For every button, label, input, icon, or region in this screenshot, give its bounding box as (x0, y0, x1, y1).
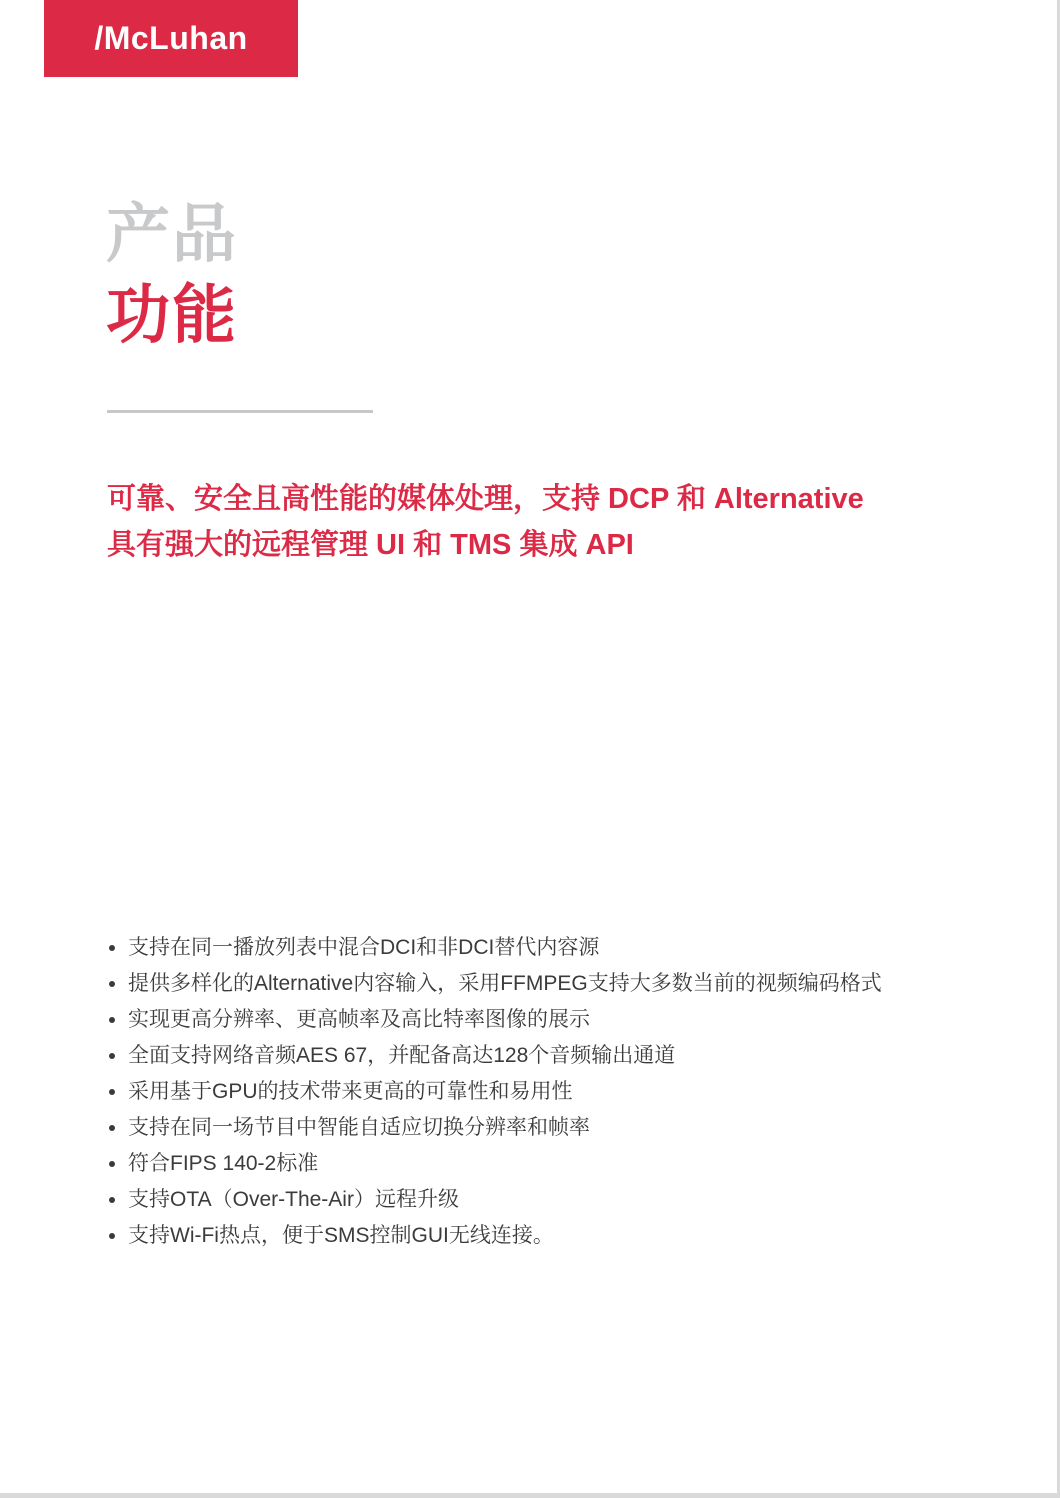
subtitle-line-1: 可靠、安全且高性能的媒体处理，支持 DCP 和 Alternative (107, 483, 864, 515)
list-item (107, 1222, 937, 1250)
list-item (107, 934, 937, 962)
bullet-dot-icon (109, 981, 115, 987)
feature-text: 提供多样化的Alternative内容输入，采用FFMPEG支持大多数当前的视频编码格式 (128, 972, 882, 995)
list-item (107, 1150, 937, 1178)
list-item (107, 1114, 937, 1142)
page-title-line-1: 产品 (106, 198, 238, 270)
feature-text: 全面支持网络音频AES 67，并配备高达128个音频输出通道 (128, 1044, 676, 1067)
bullet-dot-icon (109, 1161, 115, 1167)
feature-text: 实现更高分辨率、更高帧率及高比特率图像的展示 (128, 1008, 590, 1031)
bullet-dot-icon (109, 1125, 115, 1131)
list-item (107, 1006, 937, 1034)
subtitle-line-2: 具有强大的远程管理 UI 和 TMS 集成 API (107, 529, 634, 561)
brand-logo-text: /McLuhan (94, 20, 248, 56)
feature-text: 支持在同一播放列表中混合DCI和非DCI替代内容源 (128, 936, 600, 959)
bullet-dot-icon (109, 1053, 115, 1059)
list-item (107, 970, 937, 998)
feature-list (107, 934, 937, 1258)
bullet-dot-icon (109, 945, 115, 951)
bullet-dot-icon (109, 1017, 115, 1023)
list-item (107, 1078, 937, 1106)
bullet-dot-icon (109, 1089, 115, 1095)
feature-text: 支持在同一场节目中智能自适应切换分辨率和帧率 (128, 1116, 590, 1139)
list-item (107, 1042, 937, 1070)
title-divider (107, 410, 373, 413)
brand-logo (44, 0, 298, 77)
feature-text: 支持OTA（Over-The-Air）远程升级 (128, 1188, 459, 1211)
page-title (106, 194, 238, 356)
feature-text: 采用基于GPU的技术带来更高的可靠性和易用性 (128, 1080, 573, 1103)
bullet-dot-icon (109, 1197, 115, 1203)
subtitle (107, 476, 947, 568)
feature-text: 符合FIPS 140-2标准 (128, 1152, 319, 1175)
bullet-dot-icon (109, 1233, 115, 1239)
list-item (107, 1186, 937, 1214)
feature-text: 支持Wi-Fi热点，便于SMS控制GUI无线连接。 (128, 1224, 554, 1247)
page-title-line-2: 功能 (106, 279, 238, 351)
